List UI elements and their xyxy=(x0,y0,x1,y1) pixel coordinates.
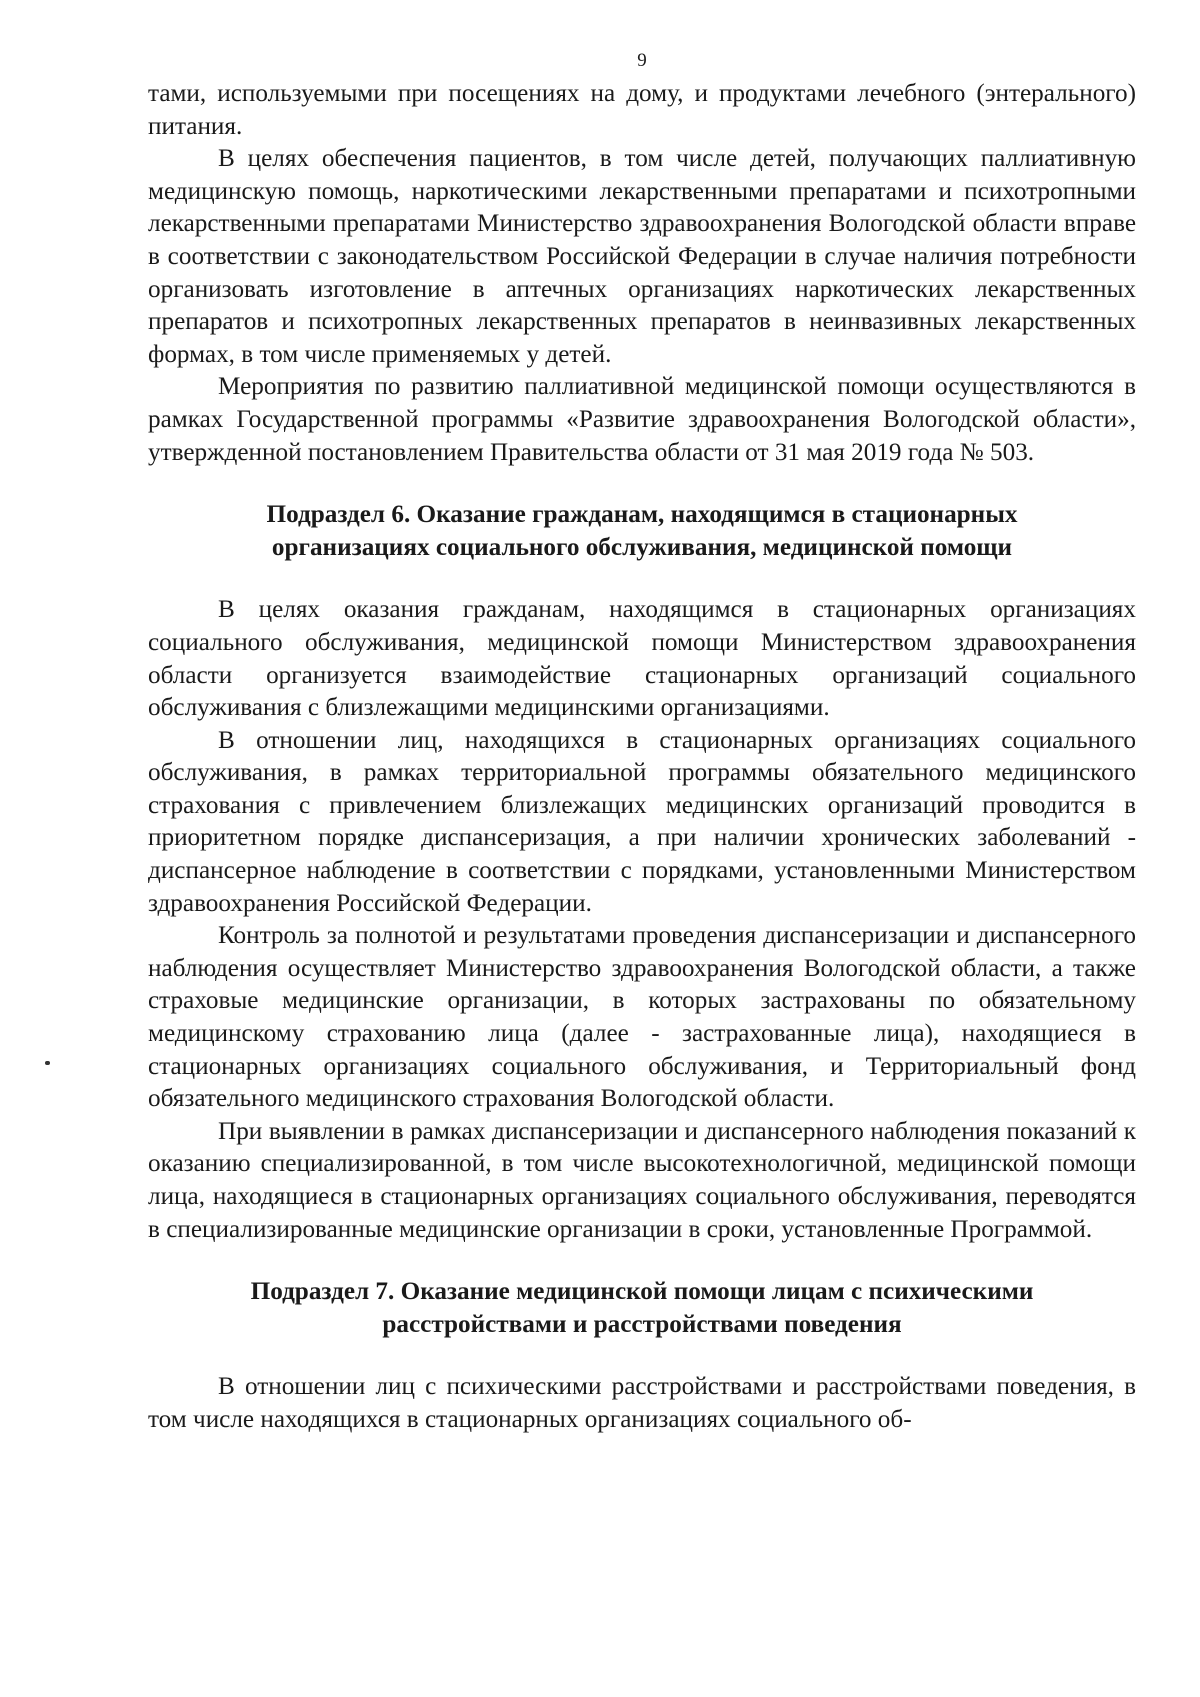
section-heading-7-line-1: Подраздел 7. Оказание медицинской помощи лицам с психическими xyxy=(250,1278,1034,1306)
paragraph-social-care-interaction: В целях оказания гражданам, находящимся в стационарных организациях социального обслуживания, медицинской помощи Министерством здравоохранения области организуется взаимодействие стационарных организаций социального обслуживания с близлежащими медицинскими организациями. xyxy=(148,596,1136,722)
paragraph-control: Контроль за полнотой и результатами проведения диспансеризации и диспансерного наблюдения осуществляет Министерство здравоохранения Вологодской области, а также страховые медицинские организации, в которых застрахованы по обязательному медицинскому страхованию лица (далее - застрахованные лица), находящиеся в стационарных организациях социального обслуживания, и Территориальный фонд обязательного медицинского страхования Вологодской области. xyxy=(148,922,1136,1113)
section-heading-7 xyxy=(148,1276,1136,1341)
document-page xyxy=(148,50,1136,1437)
paragraph-continuation: тами, используемыми при посещениях на дому, и продуктами лечебного (энтерального) питания. xyxy=(148,80,1136,140)
paragraph-program-measures: Мероприятия по развитию паллиативной медицинской помощи осуществляются в рамках Государственной программы «Развитие здравоохранения Вологодской области», утвержденной постановлением Правительства области от 31 мая 2019 года № 503. xyxy=(148,373,1136,466)
section-heading-7-line-2: расстройствами и расстройствами поведения xyxy=(382,1310,902,1338)
paragraph-specialized-care: При выявлении в рамках диспансеризации и диспансерного наблюдения показаний к оказанию специализированной, в том числе высокотехнологичной, медицинской помощи лица, находящиеся в стационарных организациях социального обслуживания, переводятся в специализированные медицинские организации в сроки, установленные Программой. xyxy=(148,1117,1136,1243)
paragraph-mental-disorders: В отношении лиц с психическими расстройствами и расстройствами поведения, в том числе находящихся в стационарных организациях социального об- xyxy=(148,1373,1136,1433)
paragraph-dispensarization: В отношении лиц, находящихся в стационарных организациях социального обслуживания, в рамках территориальной программы обязательного медицинского страхования с привлечением близлежащих медицинских организаций проводится в приоритетном порядке диспансеризация, а при наличии хронических заболеваний - диспансерное наблюдение в соответствии с порядками, установленными Министерством здравоохранения Российской Федерации. xyxy=(148,726,1136,917)
page-number: 9 xyxy=(637,50,647,71)
section-heading-6 xyxy=(148,499,1136,564)
scan-artifact-dot xyxy=(45,1061,50,1065)
paragraph-narcotic-drugs: В целях обеспечения пациентов, в том числе детей, получающих паллиативную медицинскую помощь, наркотическими лекарственными препаратами и психотропными лекарственными препаратами Министерство здравоохранения Вологодской области вправе в соответствии с законодательством Российской Федерации в случае наличия потребности организовать изготовление в аптечных организациях наркотических лекарственных препаратов и психотропных лекарственных препаратов в неинвазивных лекарственных формах, в том числе применяемых у детей. xyxy=(148,145,1136,368)
section-heading-6-line-2: организациях социального обслуживания, медицинской помощи xyxy=(271,533,1013,561)
section-heading-6-line-1: Подраздел 6. Оказание гражданам, находящимся в стационарных xyxy=(266,501,1018,529)
